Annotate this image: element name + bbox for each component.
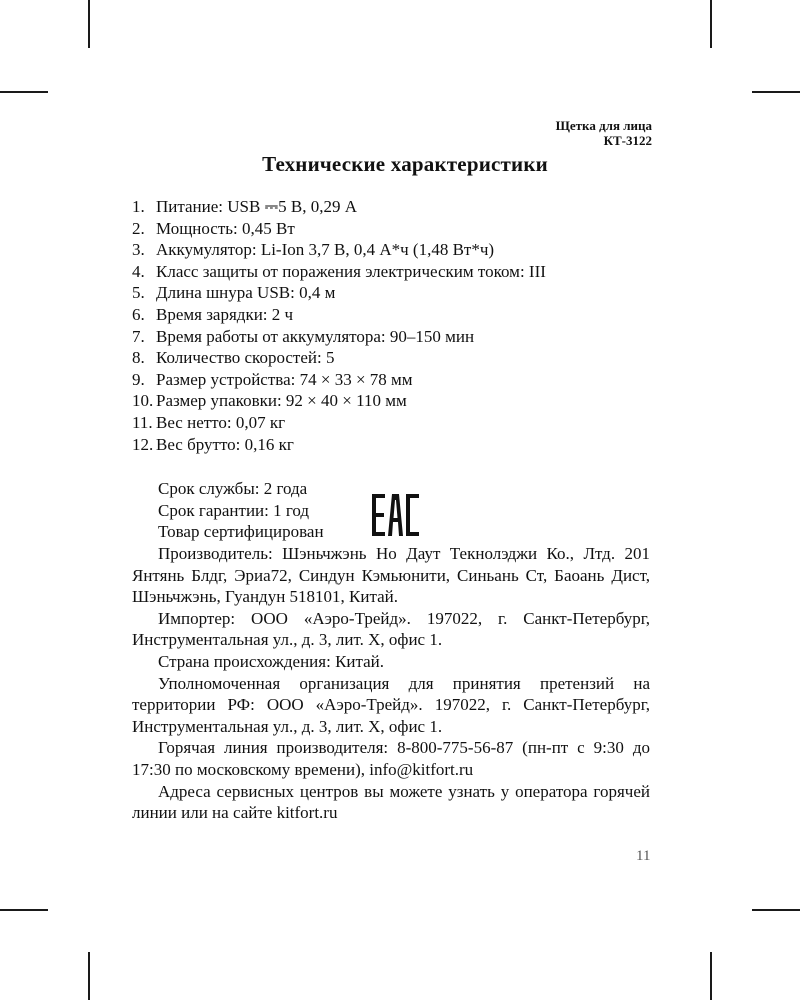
spec-number: 1. [132,197,145,216]
spec-item [132,304,672,326]
spec-number: 2. [132,218,145,238]
spec-item [132,282,672,304]
spec-number: 11. [132,412,153,432]
spec-text: Вес нетто: 0,07 кг [156,412,286,432]
eac-mark-icon [372,494,420,536]
spec-item [132,261,672,283]
spec-number: 10. [132,391,154,411]
spec-text: Время зарядки: 2 ч [156,304,294,324]
header-model: КТ-3122 [603,133,652,148]
crop-mark-left-upper [0,91,48,93]
warranty-info [158,478,324,543]
info-block [132,543,650,824]
manufacturer-text: Производитель: Шэньчжэнь Но Даут Текнолэджи Ко., Лтд. 201 Янтянь Блдг, Эриа72, Синдун Кэмьюнити, Синьань Ст, Баоань Дист, Шэньчжэнь, Гуандун 518101, Китай. [132,544,650,607]
spec-text: Размер устройства: 74 × 33 × 78 мм [156,369,413,389]
page-title: Технические характеристики [262,152,548,176]
spec-item [132,196,672,218]
spec-text: Мощность: 0,45 Вт [156,218,295,238]
spec-number: 12. [132,434,154,454]
page-number: 11 [636,848,651,864]
spec-number: 4. [132,261,145,281]
spec-item [132,326,672,348]
spec-item [132,347,672,369]
spec-text: Питание: USB ⎓5 В, 0,29 А [156,197,358,216]
spec-number: 8. [132,348,145,368]
spec-text: Длина шнура USB: 0,4 м [156,283,336,303]
authorized-org-text: Уполномоченная организация для принятия претензий на территории РФ: ООО «Аэро-Трейд». 197022, г. Санкт-Петербург, Инструментальная ул., д. 3, лит. Х, офис 1. [132,673,650,736]
spec-item [132,239,672,261]
service-centers-text: Адреса сервисных центров вы можете узнать у оператора горячей линии или на сайте kitfort.ru [132,781,650,823]
spec-text: Вес брутто: 0,16 кг [156,434,294,454]
spec-list [132,196,672,455]
spec-number: 6. [132,304,145,324]
crop-mark-bottom-left [88,952,90,1000]
crop-mark-right-lower [752,909,800,911]
crop-mark-top-right [710,0,712,48]
spec-number: 7. [132,326,145,346]
spec-text: Аккумулятор: Li-Ion 3,7 В, 0,4 А*ч (1,48 Вт*ч) [156,240,495,260]
spec-text: Количество скоростей: 5 [156,348,335,368]
origin-text: Страна происхождения: Китай. [158,651,385,671]
importer-text: Импортер: ООО «Аэро-Трейд». 197022, г. Санкт-Петербург, Инструментальная ул., д. 3, лит. Х, офис 1. [132,608,650,650]
spec-text: Размер упаковки: 92 × 40 × 110 мм [156,391,407,411]
spec-number: 5. [132,283,145,303]
spec-item [132,390,672,412]
warranty-period: Срок гарантии: 1 год [158,500,310,520]
crop-mark-bottom-right [710,952,712,1000]
service-life: Срок службы: 2 года [158,479,308,498]
spec-number: 3. [132,240,145,260]
spec-item [132,218,672,240]
header-product: Щетка для лица [555,118,652,133]
certified-note: Товар сертифицирован [158,522,324,542]
spec-item [132,369,672,391]
header-model-block [556,118,652,148]
crop-mark-right-upper [752,91,800,93]
crop-mark-left-lower [0,909,48,911]
hotline-text: Горячая линия производителя: 8-800-775-56-87 (пн-пт с 9:30 до 17:30 по московскому времени), info@kitfort.ru [132,738,650,779]
crop-mark-top-left [88,0,90,48]
spec-text: Класс защиты от поражения электрическим током: III [156,261,546,281]
spec-item [132,412,672,434]
spec-text: Время работы от аккумулятора: 90–150 мин [156,326,475,346]
spec-item [132,434,672,456]
spec-number: 9. [132,369,145,389]
